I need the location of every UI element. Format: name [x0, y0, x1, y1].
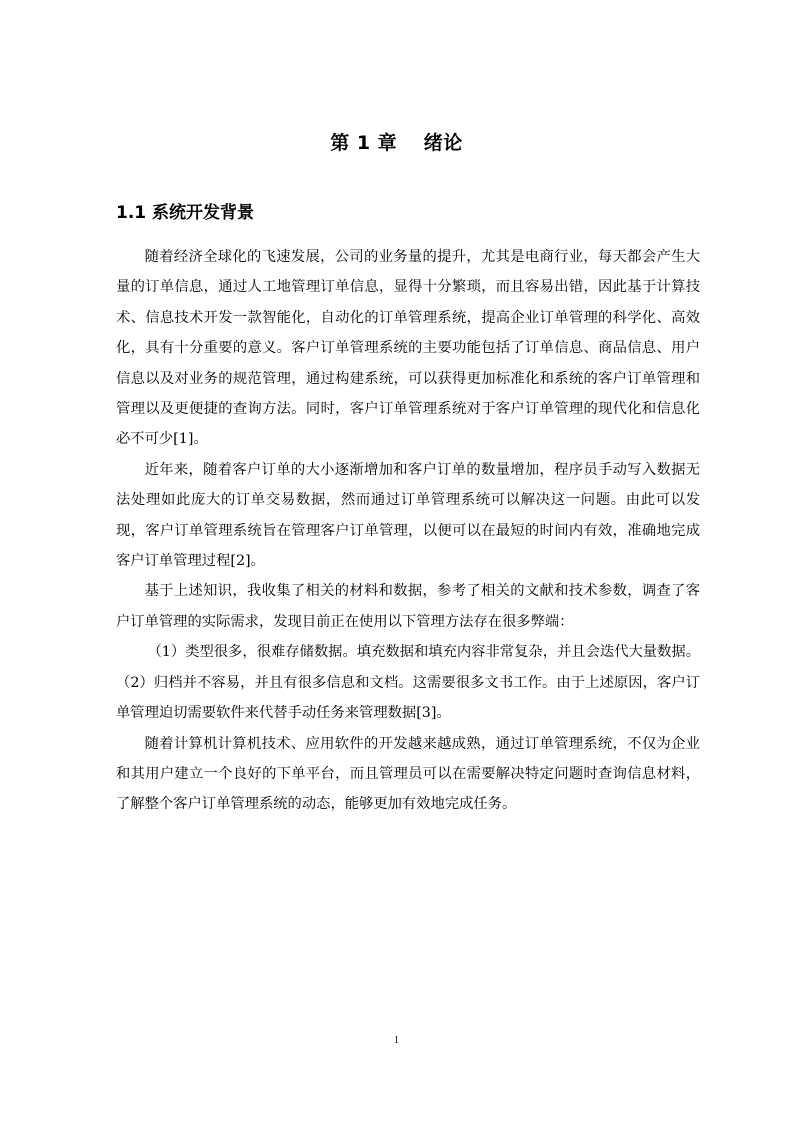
paragraph-background-3: 基于上述知识，我收集了相关的材料和数据，参考了相关的文献和技术参数，调查了客户订单管理的实际需求，发现目前正在使用以下管理方法存在很多弊端： — [116, 583, 700, 630]
paragraph-background-2: 近年来，随着客户订单的大小逐渐增加和客户订单的数量增加，程序员手动写入数据无法处理如此庞大的订单交易数据，然而通过订单管理系统可以解决这一问题。由此可以发现，客户订单管理系统旨在管理客户订单管理，以便可以在最短的时间内有效，准确地完成客户订单管理过程[2]。 — [116, 461, 700, 570]
section-title: 1.1 系统开发背景 — [116, 203, 255, 223]
page-number: 1 — [394, 1035, 399, 1046]
paragraph-background-1: 随着经济全球化的飞速发展，公司的业务量的提升，尤其是电商行业，每天都会产生大量的订单信息，通过人工地管理订单信息，显得十分繁琐，而且容易出错，因此基于计算技术、信息技术开发一款智能化，自动化的订单管理系统，提高企业订单管理的科学化、高效化，具有十分重要的意义。客户订单管理系统的主要功能包括了订单信息、商品信息、用户信息以及对业务的规范管理，通过构建系统，可以获得更加标准化和系统的客户订单管理和管理以及更便捷的查询方法。同时，客户订单管理系统对于客户订单管理的现代化和信息化必不可少[1]。 — [116, 249, 700, 448]
body-text — [116, 242, 700, 820]
paragraph-problem-list: （1）类型很多，很难存储数据。填充数据和填充内容非常复杂，并且会迭代大量数据。（2）归档并不容易，并且有很多信息和文档。这需要很多文书工作。由于上述原因，客户订单管理迫切需要软件来代替手动任务来管理数据[3]。 — [116, 644, 700, 722]
chapter-title: 第 1 章 绪论 — [330, 132, 463, 154]
paragraph-background-5: 随着计算机计算机技术、应用软件的开发越来越成熟，通过订单管理系统，不仅为企业和其用户建立一个良好的下单平台，而且管理员可以在需要解决特定问题时查询信息材料，了解整个客户订单管理系统的动态，能够更加有效地完成任务。 — [116, 735, 700, 813]
